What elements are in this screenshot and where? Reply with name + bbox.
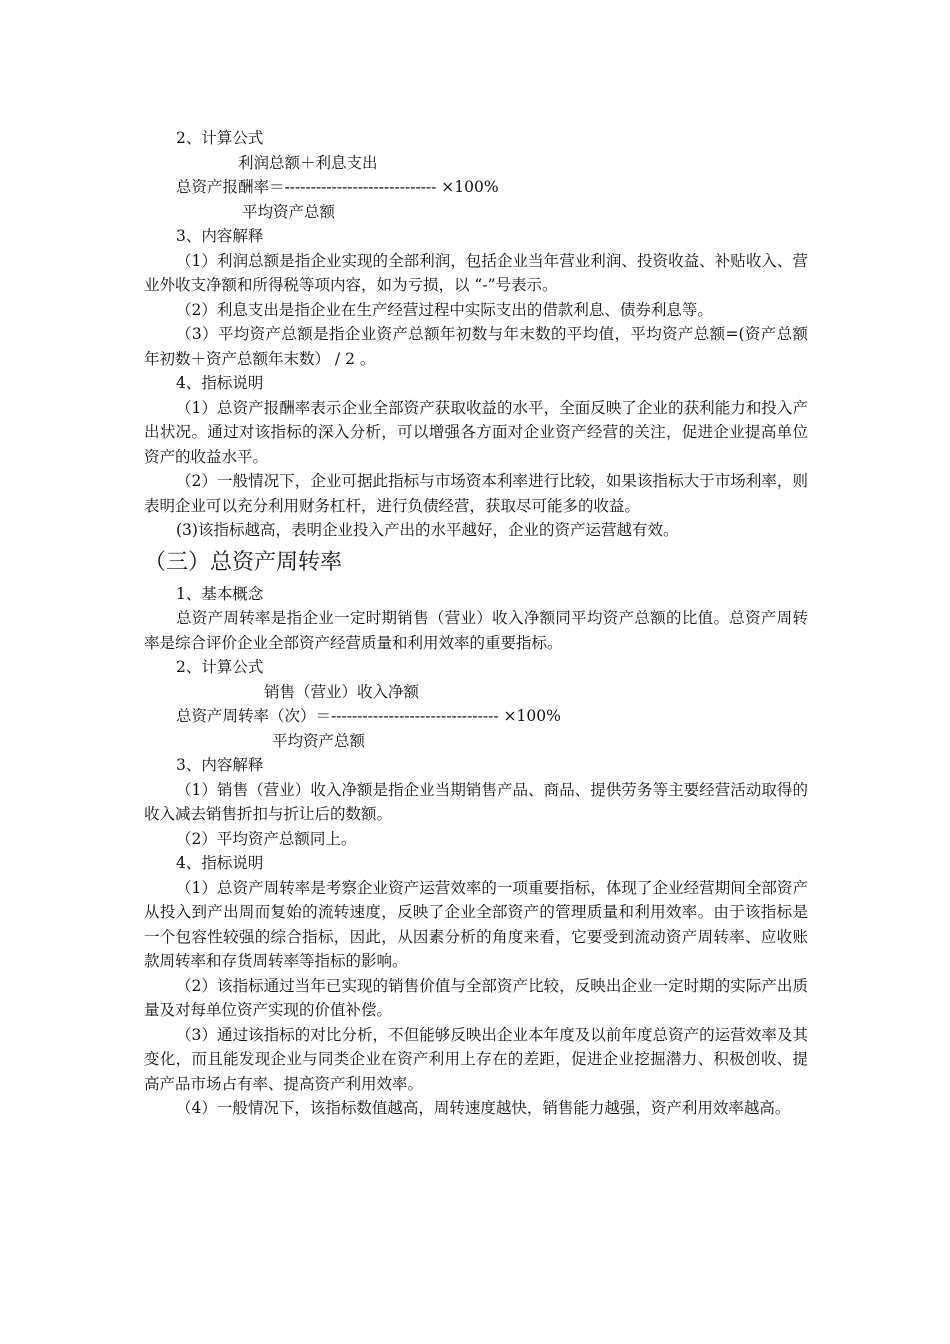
content-explanation-label: 3、内容解释: [176, 227, 264, 245]
section-heading: （三）总资产周转率: [144, 549, 343, 575]
notes-paragraph: （2）一般情况下，企业可据此指标与市场资本利率进行比较，如果该指标大于市场利率，则表明企业可以充分利用财务杠杆，进行负债经营，获取尽可能多的收益。: [144, 472, 808, 515]
notes-paragraph: （1）总资产报酬率表示企业全部资产获取收益的水平，全面反映了企业的获利能力和投入产出状况。通过对该指标的深入分析，可以增强各方面对企业资产经营的关注，促进企业提高单位资产的收益水平。: [144, 398, 808, 466]
notes-paragraph: （2）该指标通过当年已实现的销售价值与全部资产比较，反映出企业一定时期的实际产出质量及对每单位资产实现的价值补偿。: [144, 976, 808, 1019]
notes-paragraph: （1）总资产周转率是考察企业资产运营效率的一项重要指标，体现了企业经营期间全部资产从投入到产出周而复始的流转速度，反映了企业全部资产的管理质量和利用效率。由于该指标是一个包容性较强的综合指标，因此，从因素分析的角度来看，它要受到流动资产周转率、应收账款周转率和存货周转率等指标的影响。: [144, 878, 808, 970]
notes-paragraph: (3)该指标越高，表明企业投入产出的水平越好，企业的资产运营越有效。: [176, 521, 679, 539]
explanation-paragraph: （3）平均资产总额是指企业资产总额年初数与年末数的平均值，平均资产总额=(资产总额年初数＋资产总额年末数） / 2 。: [144, 325, 808, 368]
calc-formula-label: 2、计算公式: [176, 658, 264, 676]
concept-paragraph: 总资产周转率是指企业一定时期销售（营业）收入净额同平均资产总额的比值。总资产周转率是综合评价企业全部资产经营质量和利用效率的重要指标。: [144, 609, 808, 652]
notes-paragraph: （4）一般情况下，该指标数值越高，周转速度越快，销售能力越强，资产利用效率越高。: [176, 1099, 791, 1117]
formula-lhs: 总资产周转率（次）＝-------------------------------- ×100%: [176, 707, 561, 725]
formula-numerator: 利润总额＋利息支出: [238, 153, 378, 172]
formula-denominator: 平均资产总额: [272, 731, 366, 750]
formula-numerator: 销售（营业）收入净额: [264, 682, 420, 701]
explanation-paragraph: （2）利息支出是指企业在生产经营过程中实际支出的借款利息、债券利息等。: [176, 300, 713, 319]
indicator-notes-label: 4、指标说明: [176, 374, 264, 392]
notes-paragraph: （3）通过该指标的对比分析，不但能够反映出企业本年度及以前年度总资产的运营效率及其变化，而且能发现企业与同类企业在资产利用上存在的差距，促进企业挖掘潜力、积极创收、提高产品市场占有率、提高资产利用效率。: [144, 1025, 808, 1093]
explanation-paragraph: （1）利润总额是指企业实现的全部利润，包括企业当年营业利润、投资收益、补贴收入、营业外收支净额和所得税等项内容，如为亏损，以 “-”号表示。: [144, 251, 808, 294]
explanation-paragraph: （1）销售（营业）收入净额是指企业当期销售产品、商品、提供劳务等主要经营活动取得的收入减去销售折扣与折让后的数额。: [144, 780, 808, 823]
content-explanation-label: 3、内容解释: [176, 756, 264, 774]
formula-lhs: 总资产报酬率＝----------------------------- ×100%: [176, 178, 499, 196]
indicator-notes-label: 4、指标说明: [176, 854, 264, 872]
calc-formula-label: 2、计算公式: [176, 129, 264, 147]
basic-concept-label: 1、基本概念: [176, 584, 264, 603]
formula-denominator: 平均资产总额: [242, 202, 336, 221]
explanation-paragraph: （2）平均资产总额同上。: [176, 829, 357, 848]
document-body: [144, 126, 808, 1121]
